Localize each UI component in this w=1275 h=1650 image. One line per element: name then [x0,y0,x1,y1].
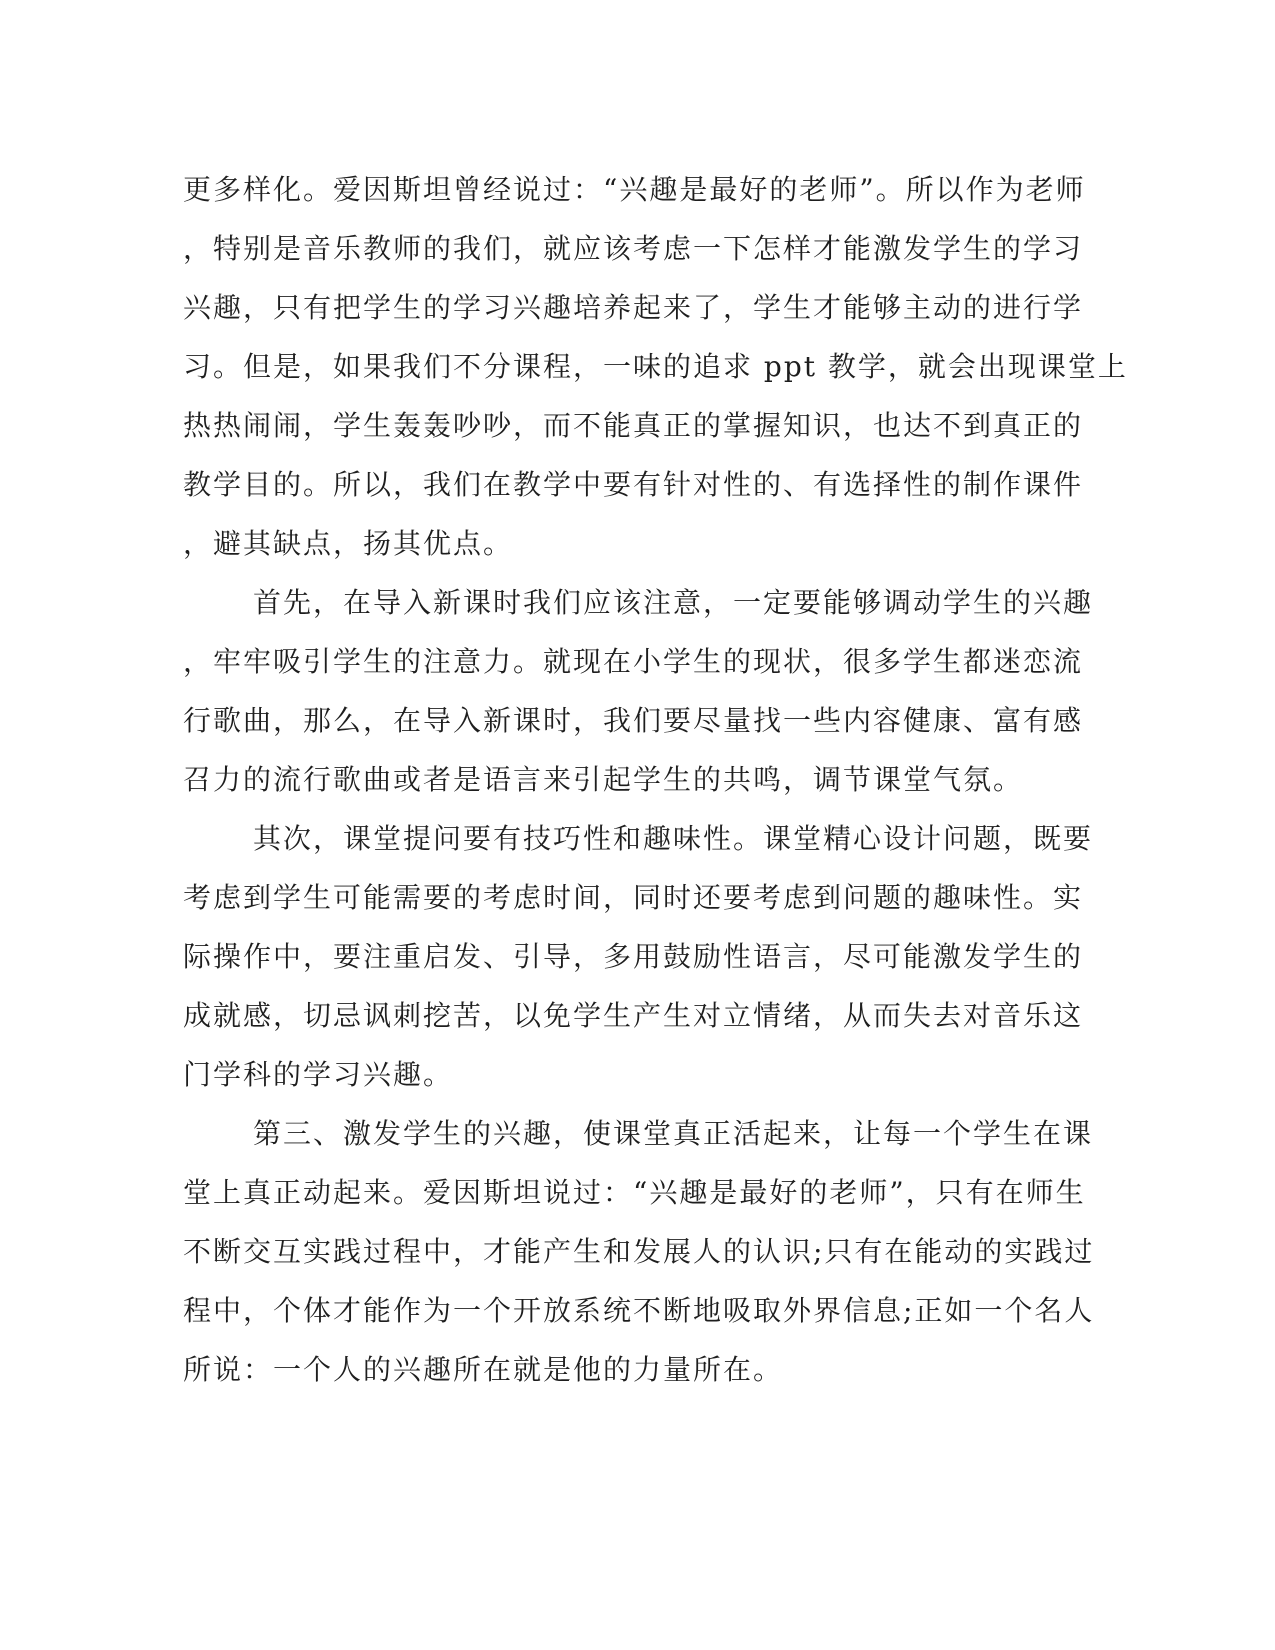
text-line: 习。但是，如果我们不分课程，一味的追求 ppt 教学，就会出现课堂上 [183,350,1128,383]
text-line: 教学目的。所以，我们在教学中要有针对性的、有选择性的制作课件 [183,468,1084,501]
text-line: 行歌曲，那么，在导入新课时，我们要尽量找一些内容健康、富有感 [183,704,1084,737]
text-line: 第三、激发学生的兴趣，使课堂真正活起来，让每一个学生在课 [253,1117,1094,1150]
text-line: 程中，个体才能作为一个开放系统不断地吸取外界信息;正如一个名人 [183,1294,1095,1327]
text-line: 兴趣，只有把学生的学习兴趣培养起来了，学生才能够主动的进行学 [183,291,1084,324]
text-line: 成就感，切忌讽刺挖苦，以免学生产生对立情绪，从而失去对音乐这 [183,999,1084,1032]
text-line: 召力的流行歌曲或者是语言来引起学生的共鸣，调节课堂气氛。 [183,763,1024,796]
text-line: ，牢牢吸引学生的注意力。就现在小学生的现状，很多学生都迷恋流 [183,645,1084,678]
paragraph-2 [183,573,1094,809]
text-line: 不断交互实践过程中，才能产生和发展人的认识;只有在能动的实践过 [183,1235,1095,1268]
text-line: 堂上真正动起来。爱因斯坦说过：“兴趣是最好的老师”，只有在师生 [183,1176,1086,1209]
paragraph-1 [183,160,1128,573]
body-text [183,160,1128,1399]
text-line: 所说：一个人的兴趣所在就是他的力量所在。 [183,1353,784,1386]
text-line: 首先，在导入新课时我们应该注意，一定要能够调动学生的兴趣 [253,586,1094,619]
text-line: 门学科的学习兴趣。 [183,1058,454,1091]
text-line: ，特别是音乐教师的我们，就应该考虑一下怎样才能激发学生的学习 [183,232,1084,265]
text-line: 更多样化。爱因斯坦曾经说过：“兴趣是最好的老师”。所以作为老师 [183,173,1086,206]
text-line: 考虑到学生可能需要的考虑时间，同时还要考虑到问题的趣味性。实 [183,881,1084,914]
text-line: 际操作中，要注重启发、引导，多用鼓励性语言，尽可能激发学生的 [183,940,1084,973]
text-line: 热热闹闹，学生轰轰吵吵，而不能真正的掌握知识，也达不到真正的 [183,409,1084,442]
paragraph-3 [183,809,1094,1104]
text-line: 其次，课堂提问要有技巧性和趣味性。课堂精心设计问题，既要 [253,822,1094,855]
text-line: ，避其缺点，扬其优点。 [183,527,514,560]
paragraph-4 [183,1104,1095,1399]
